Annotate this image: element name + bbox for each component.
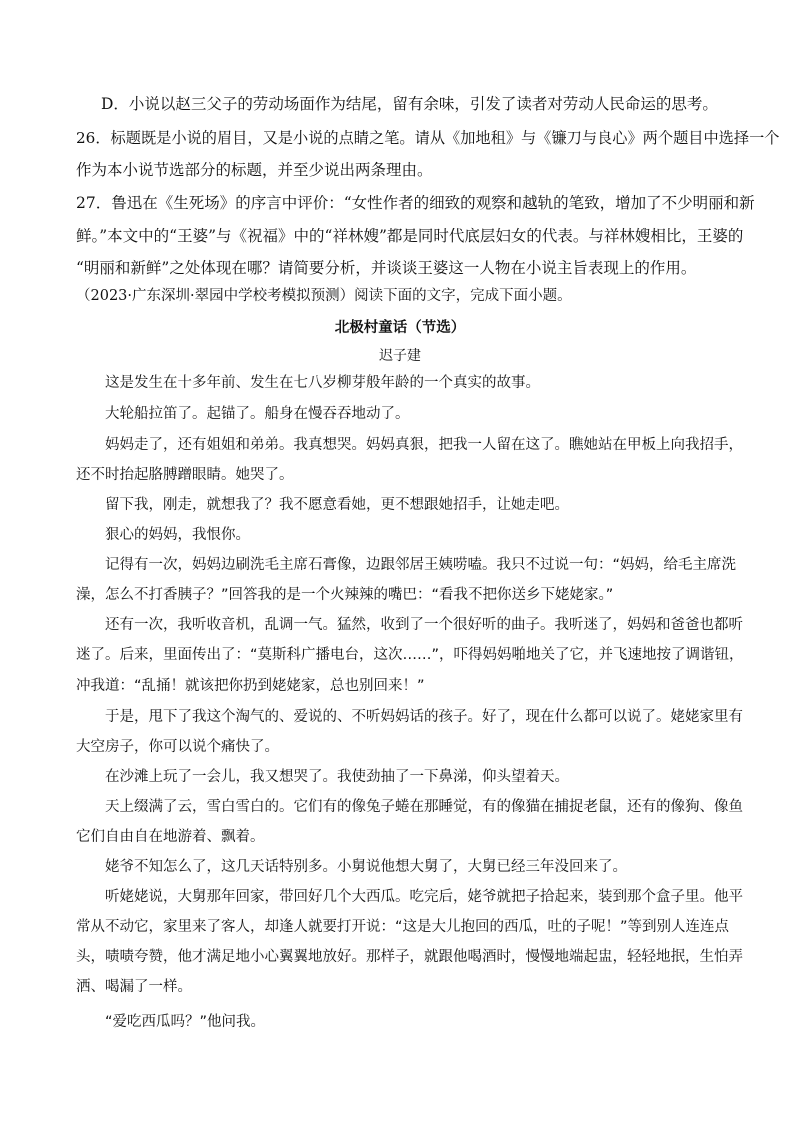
passage-line: 妈妈走了，还有姐姐和弟弟。我真想哭。妈妈真狠，把我一人留在这了。瞧她站在甲板上向我招手， [105,437,743,453]
question-27-line-3: “明丽和新鲜”之处体现在哪？请简要分析，并谈谈王婆这一人物在小说主旨表现上的作用。 [76,259,697,277]
source-instruction: （2023·广东深圳·翠园中学校考模拟预测）阅读下面的文字，完成下面小题。 [76,288,572,304]
passage-line: 大空房子，你可以说个痛快了。 [76,739,279,755]
passage-line: 天上缀满了云，雪白雪白的。它们有的像兔子蜷在那睡觉，有的像猫在捕捉老鼠，还有的像狗、像鱼 [105,799,743,815]
passage-line: 冲我道：“乱捅！就该把你扔到姥姥家，总也别回来！” [76,678,425,694]
passage-line: 常从不动它，家里来了客人，却逢人就要打开说：“这是大儿抱回的西瓜，吐的子呢！”等到别人连连点 [76,919,730,935]
passage-line: 于是，甩下了我这个淘气的、爱说的、不听妈妈话的孩子。好了，现在什么都可以说了。姥姥家里有 [105,709,743,725]
passage-line: 洒、喝漏了一样。 [76,979,192,995]
passage-line: 澡，怎么不打香胰子？”回答我的是一个火辣辣的嘴巴：“看我不把你送乡下姥姥家。” [76,587,614,603]
passage-line: 头，啧啧夸赞，他才满足地小心翼翼地放好。那样子，就跟他喝酒时，慢慢地端起盅，轻轻地抿，生怕弄 [76,949,743,965]
passage-author: 迟子建 [379,348,421,364]
passage-line: 姥爷不知怎么了，这几天话特别多。小舅说他想大舅了，大舅已经三年没回来了。 [105,859,627,875]
passage-line: 在沙滩上玩了一会儿，我又想哭了。我使劲抽了一下鼻涕，仰头望着天。 [105,769,569,785]
passage-line: 迷了。后来，里面传出了：“莫斯科广播电台，这次……”，吓得妈妈啪地关了它，并飞速地按了调谐钮， [76,647,744,663]
question-26-line-2: 作为本小说节选部分的标题，并至少说出两条理由。 [76,161,433,179]
passage-line: 还有一次，我听收音机，乱调一气。猛然，收到了一个很好听的曲子。我听迷了，妈妈和爸爸也都听 [105,617,743,633]
passage-line: 还不时抬起胳膊蹭眼睛。她哭了。 [76,467,294,483]
passage-line: 它们自由自在地游着、飘着。 [76,829,265,845]
passage-line: 记得有一次，妈妈边刷洗毛主席石膏像，边跟邻居王姨唠嗑。我只不过说一句：“妈妈，给毛主席洗 [105,557,737,573]
passage-line: “爱吃西瓜吗？”他问我。 [105,1014,266,1030]
question-27-line-1: 27．鲁迅在《生死场》的序言中评价：“女性作者的细致的观察和越轨的笔致，增加了不少明丽和新 [76,194,755,212]
question-27-line-2: 鲜。”本文中的“王婆”与《祝福》中的“祥林嫂”都是同时代底层妇女的代表。与祥林嫂相比，王婆的 [76,227,744,245]
passage-line: 大轮船拉笛了。起锚了。船身在慢吞吞地动了。 [105,406,410,422]
passage-line: 留下我，刚走，就想我了？我不愿意看她，更不想跟她招手，让她走吧。 [105,497,569,513]
passage-line: 听姥姥说，大舅那年回家，带回好几个大西瓜。吃完后，姥爷就把子拾起来，装到那个盒子里。他平 [105,889,743,905]
passage-line: 狠心的妈妈，我恨你。 [105,527,250,543]
passage-line: 这是发生在十多年前、发生在七八岁柳芽般年龄的一个真实的故事。 [105,375,540,391]
question-26-line-1: 26．标题既是小说的眉目，又是小说的点睛之笔。请从《加地租》与《镰刀与良心》两个题目中选择一个 [76,129,780,147]
question-option-d: D．小说以赵三父子的劳动场面作为结尾，留有余味，引发了读者对劳动人民命运的思考。 [101,95,718,113]
passage-title: 北极村童话（节选） [334,319,466,336]
